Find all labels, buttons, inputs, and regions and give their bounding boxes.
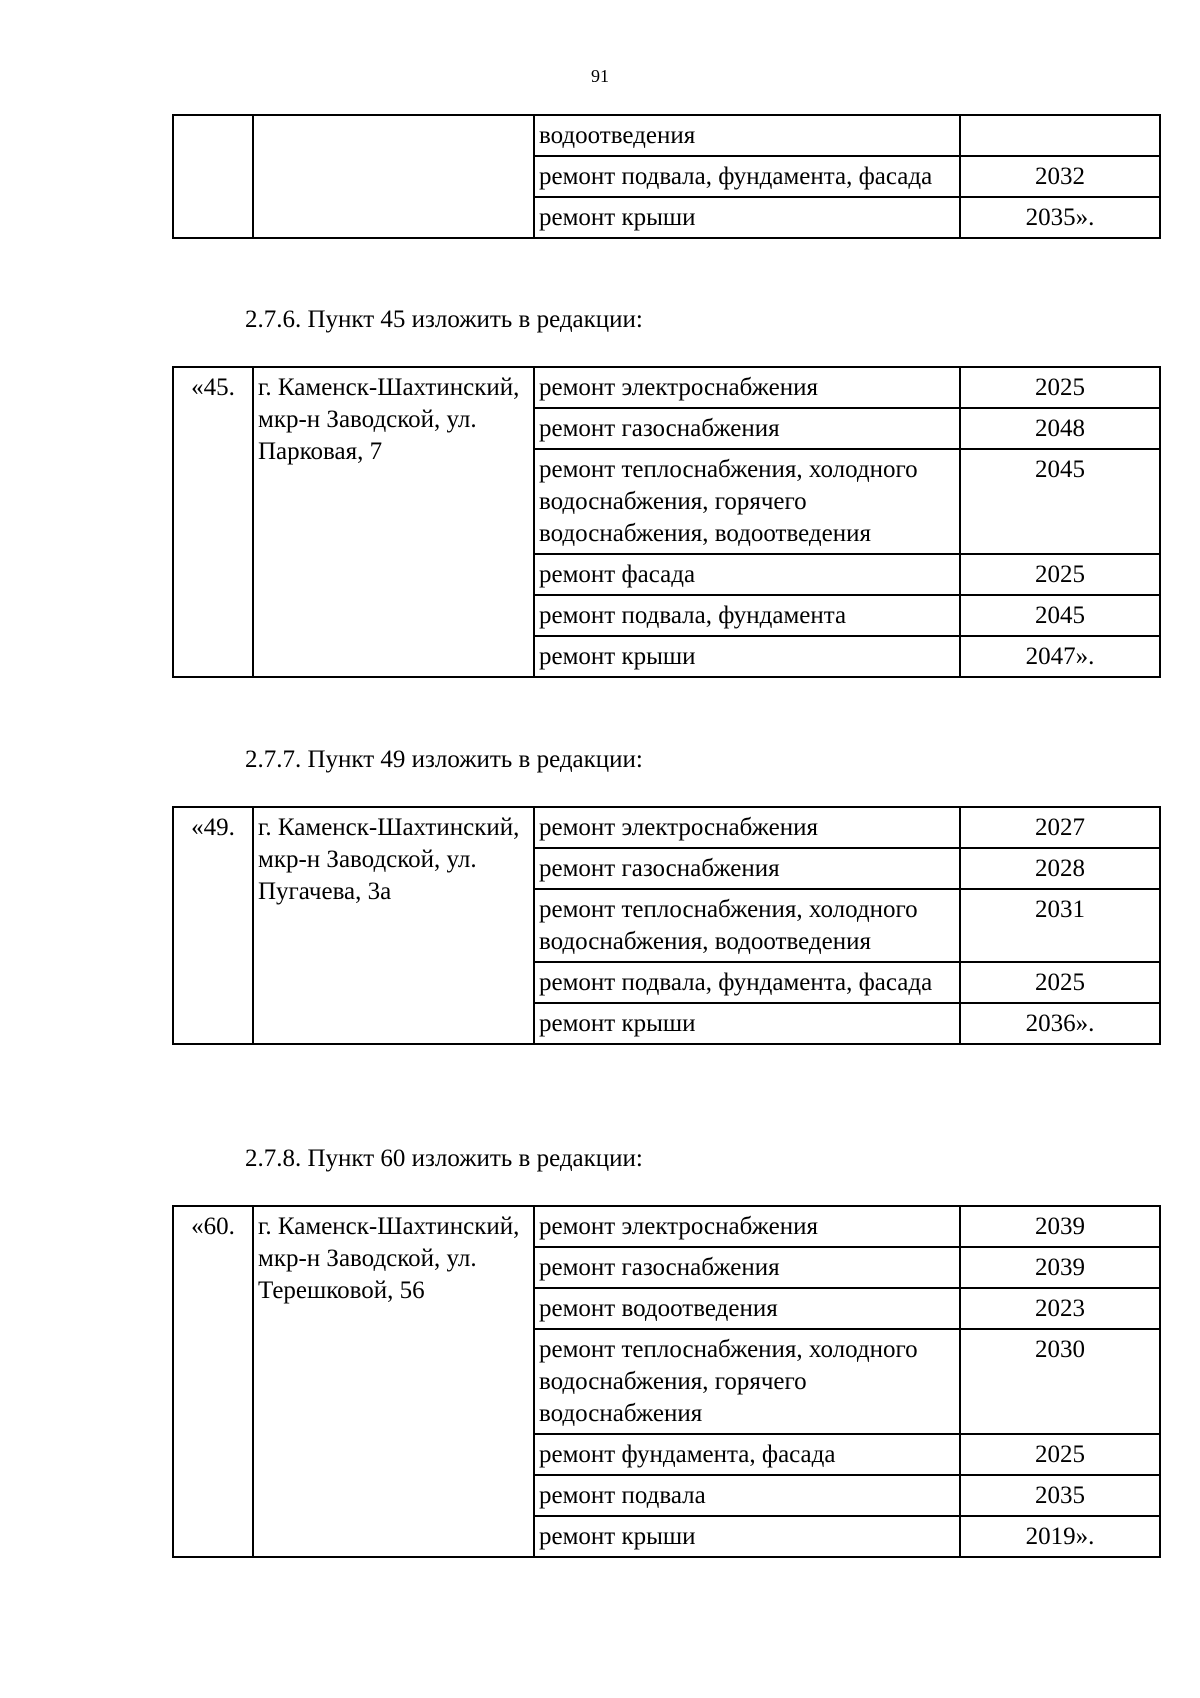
work-cell: ремонт крыши xyxy=(534,1003,960,1044)
work-cell: ремонт газоснабжения xyxy=(534,408,960,449)
year-cell: 2035 xyxy=(960,1475,1160,1516)
table-row xyxy=(173,1206,1160,1247)
repair-table-item-60 xyxy=(172,1205,1161,1558)
table-row xyxy=(173,807,1160,848)
year-cell: 2048 xyxy=(960,408,1160,449)
item-number: «45. xyxy=(173,367,253,677)
repair-table-continuation xyxy=(172,114,1161,239)
year-cell: 2025 xyxy=(960,962,1160,1003)
year-cell: 2019». xyxy=(960,1516,1160,1557)
address-cell: г. Каменск-Шахтинский, мкр-н Заводской, ул. Парковая, 7 xyxy=(253,367,534,677)
work-cell: ремонт фасада xyxy=(534,554,960,595)
work-cell: ремонт теплоснабжения, холодного водоснабжения, горячего водоснабжения xyxy=(534,1329,960,1434)
work-cell: ремонт теплоснабжения, холодного водоснабжения, водоотведения xyxy=(534,889,960,962)
year-cell: 2035». xyxy=(960,197,1160,238)
year-cell: 2045 xyxy=(960,595,1160,636)
repair-table-item-45 xyxy=(172,366,1161,678)
work-cell: ремонт фундамента, фасада xyxy=(534,1434,960,1475)
table-row xyxy=(173,367,1160,408)
year-cell: 2032 xyxy=(960,156,1160,197)
work-cell: ремонт подвала, фундамента, фасада xyxy=(534,156,960,197)
paragraph-2-7-8: 2.7.8. Пункт 60 изложить в редакции: xyxy=(245,1145,643,1172)
address-cell: г. Каменск-Шахтинский, мкр-н Заводской, ул. Терешковой, 56 xyxy=(253,1206,534,1557)
work-cell: ремонт крыши xyxy=(534,197,960,238)
work-cell: ремонт электроснабжения xyxy=(534,807,960,848)
year-cell: 2045 xyxy=(960,449,1160,554)
work-cell: ремонт электроснабжения xyxy=(534,367,960,408)
work-cell: ремонт газоснабжения xyxy=(534,848,960,889)
year-cell: 2025 xyxy=(960,1434,1160,1475)
year-cell: 2028 xyxy=(960,848,1160,889)
work-cell: водоотведения xyxy=(534,115,960,156)
work-cell: ремонт крыши xyxy=(534,636,960,677)
year-cell: 2025 xyxy=(960,367,1160,408)
year-cell: 2039 xyxy=(960,1247,1160,1288)
work-cell: ремонт крыши xyxy=(534,1516,960,1557)
year-cell: 2027 xyxy=(960,807,1160,848)
work-cell: ремонт подвала, фундамента, фасада xyxy=(534,962,960,1003)
year-cell: 2023 xyxy=(960,1288,1160,1329)
work-cell: ремонт газоснабжения xyxy=(534,1247,960,1288)
item-number xyxy=(173,115,253,238)
address-cell xyxy=(253,115,534,238)
work-cell: ремонт водоотведения xyxy=(534,1288,960,1329)
year-cell: 2036». xyxy=(960,1003,1160,1044)
item-number: «60. xyxy=(173,1206,253,1557)
year-cell: 2047». xyxy=(960,636,1160,677)
year-cell: 2030 xyxy=(960,1329,1160,1434)
work-cell: ремонт подвала, фундамента xyxy=(534,595,960,636)
paragraph-2-7-6: 2.7.6. Пункт 45 изложить в редакции: xyxy=(245,306,643,333)
year-cell: 2039 xyxy=(960,1206,1160,1247)
year-cell: 2031 xyxy=(960,889,1160,962)
paragraph-2-7-7: 2.7.7. Пункт 49 изложить в редакции: xyxy=(245,746,643,773)
work-cell: ремонт электроснабжения xyxy=(534,1206,960,1247)
work-cell: ремонт теплоснабжения, холодного водоснабжения, горячего водоснабжения, водоотведения xyxy=(534,449,960,554)
year-cell xyxy=(960,115,1160,156)
repair-table-item-49 xyxy=(172,806,1161,1045)
page-number: 91 xyxy=(591,66,609,86)
year-cell: 2025 xyxy=(960,554,1160,595)
address-cell: г. Каменск-Шахтинский, мкр-н Заводской, ул. Пугачева, 3а xyxy=(253,807,534,1044)
item-number: «49. xyxy=(173,807,253,1044)
work-cell: ремонт подвала xyxy=(534,1475,960,1516)
table-row xyxy=(173,115,1160,156)
